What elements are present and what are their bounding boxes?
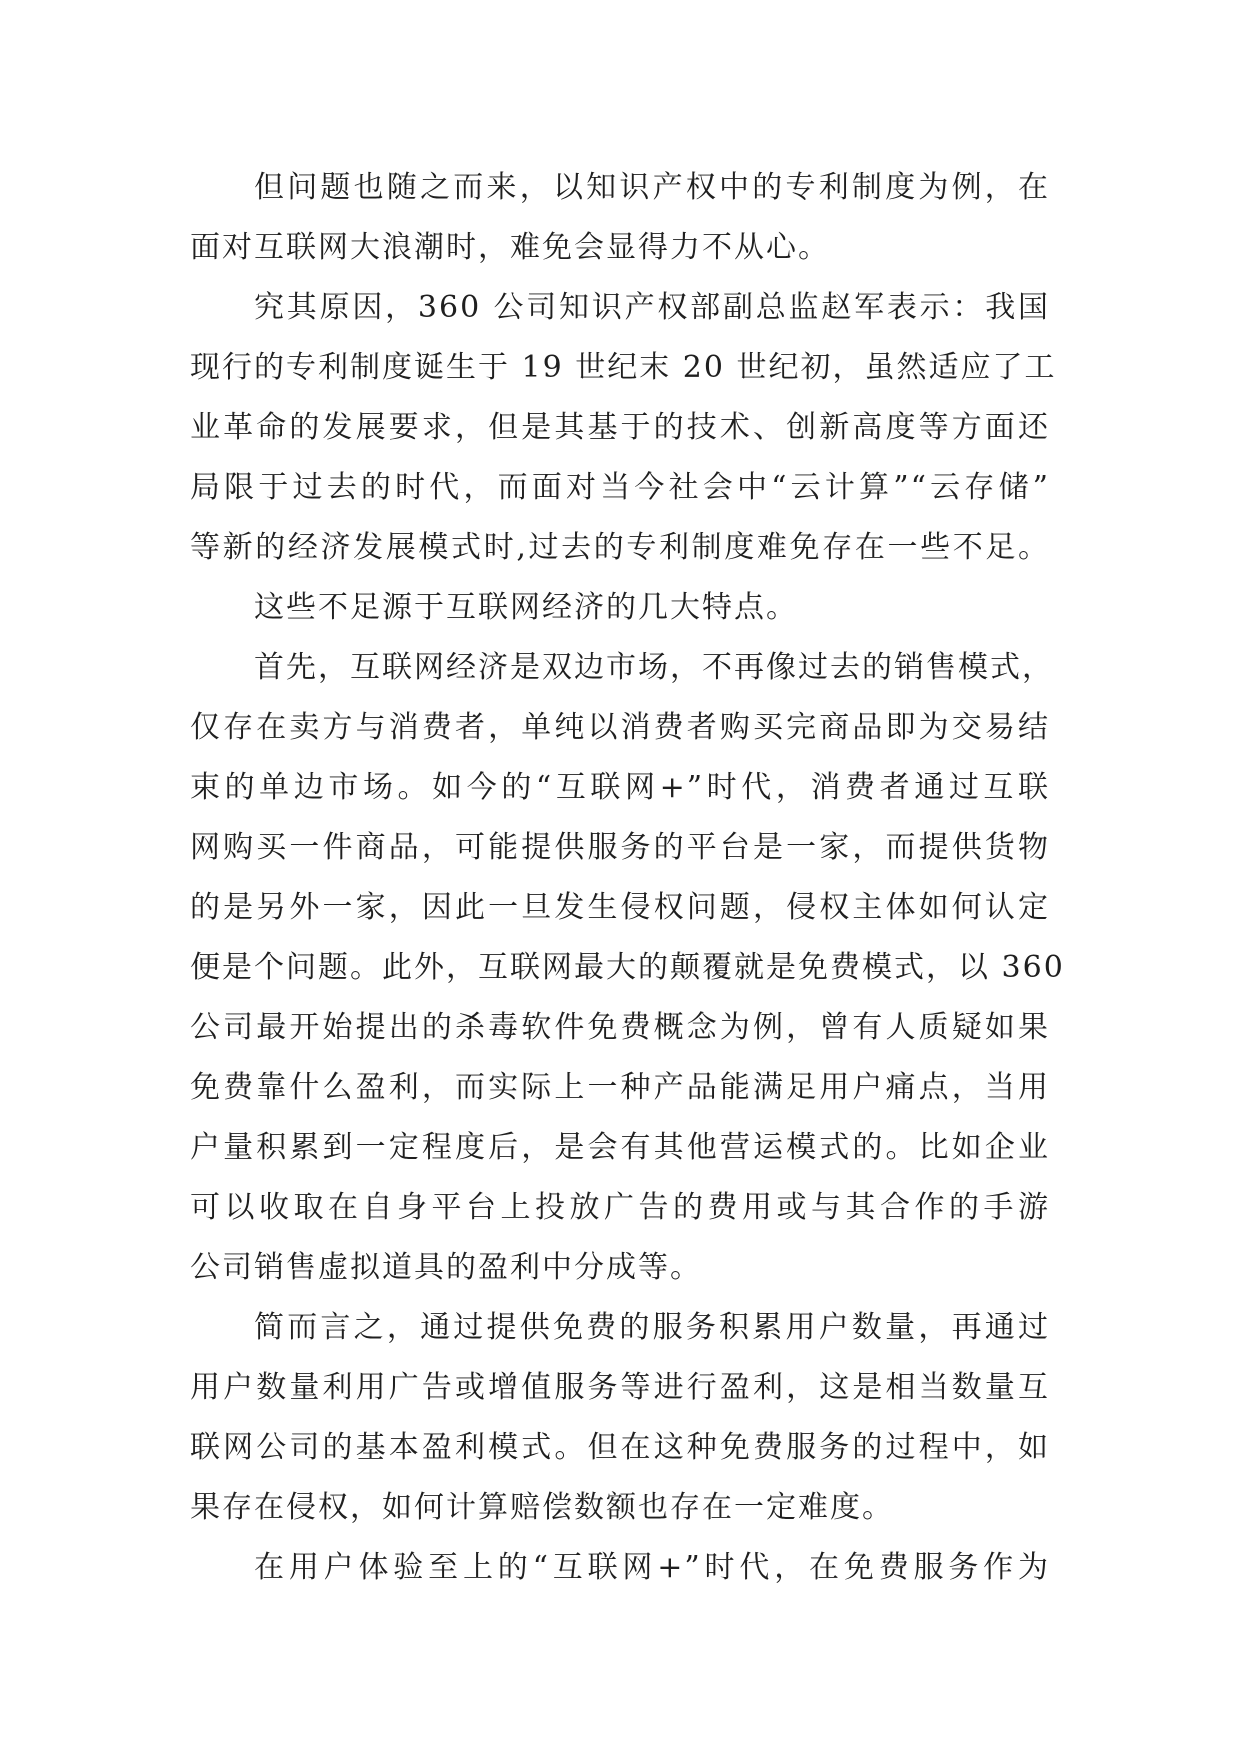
paragraph-6 (190, 1538, 1050, 1598)
text-line: 究其原因，360 公司知识产权部副总监赵军表示：我国 (254, 290, 1050, 325)
text-line: 果存在侵权，如何计算赔偿数额也存在一定难度。 (190, 1490, 894, 1525)
text-line: 公司销售虚拟道具的盈利中分成等。 (190, 1250, 702, 1285)
paragraph-5 (190, 1298, 1050, 1538)
text-line: 首先，互联网经济是双边市场，不再像过去的销售模式， (254, 650, 1054, 685)
body-text (190, 158, 1065, 1598)
text-line: 局限于过去的时代，而面对当今社会中“云计算”“云存储” (190, 470, 1050, 505)
text-line: 现行的专利制度诞生于 19 世纪末 20 世纪初，虽然适应了工 (190, 350, 1057, 385)
text-line: 公司最开始提出的杀毒软件免费概念为例，曾有人质疑如果 (190, 1010, 1050, 1045)
text-line: 束的单边市场。如今的“互联网+”时代，消费者通过互联 (190, 770, 1050, 805)
text-line: 便是个问题。此外，互联网最大的颠覆就是免费模式，以 360 (190, 950, 1065, 985)
paragraph-1 (190, 158, 1050, 278)
text-line: 这些不足源于互联网经济的几大特点。 (254, 590, 798, 625)
paragraph-3 (190, 578, 1050, 638)
text-line: 等新的经济发展模式时,过去的专利制度难免存在一些不足。 (190, 530, 1050, 565)
text-line: 但问题也随之而来，以知识产权中的专利制度为例，在 (254, 170, 1050, 205)
text-line: 的是另外一家，因此一旦发生侵权问题，侵权主体如何认定 (190, 890, 1050, 925)
text-line: 网购买一件商品，可能提供服务的平台是一家，而提供货物 (190, 830, 1050, 865)
paragraph-2 (190, 278, 1057, 578)
text-line: 免费靠什么盈利，而实际上一种产品能满足用户痛点，当用 (190, 1070, 1050, 1105)
text-line: 在用户体验至上的“互联网+”时代，在免费服务作为 (254, 1550, 1050, 1585)
text-line: 联网公司的基本盈利模式。但在这种免费服务的过程中，如 (190, 1430, 1050, 1465)
paragraph-4 (190, 638, 1065, 1298)
text-line: 仅存在卖方与消费者，单纯以消费者购买完商品即为交易结 (190, 710, 1050, 745)
text-line: 户量积累到一定程度后，是会有其他营运模式的。比如企业 (190, 1130, 1050, 1165)
text-line: 面对互联网大浪潮时，难免会显得力不从心。 (190, 230, 830, 265)
text-line: 用户数量利用广告或增值服务等进行盈利，这是相当数量互 (190, 1370, 1050, 1405)
text-line: 业革命的发展要求，但是其基于的技术、创新高度等方面还 (190, 410, 1050, 445)
text-line: 简而言之，通过提供免费的服务积累用户数量，再通过 (254, 1310, 1050, 1345)
text-line: 可以收取在自身平台上投放广告的费用或与其合作的手游 (190, 1190, 1050, 1225)
